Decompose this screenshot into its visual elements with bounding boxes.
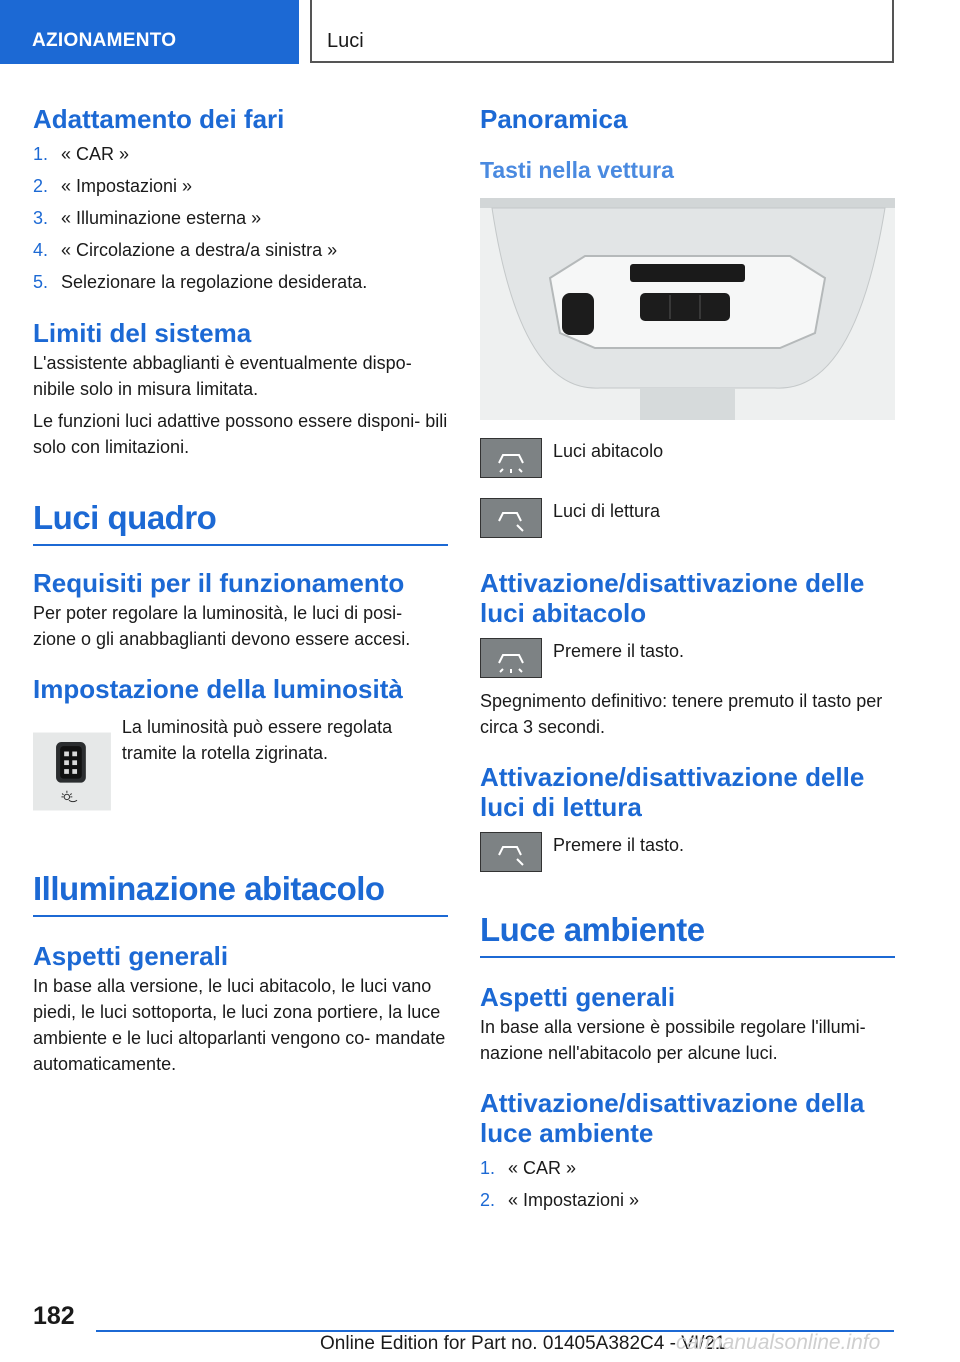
overhead-console-photo [480, 198, 895, 420]
legend-interior-label: Luci abitacolo [553, 441, 664, 461]
attiv-ambiente-heading: Attivazione/disattivazione della luce ambiente [480, 1088, 865, 1148]
limiti-p1: L'assistente abbaglianti è eventualmente dispo- nibile solo in misura limitata. [33, 353, 412, 399]
legend-interior [480, 438, 895, 478]
list-item: 2. « Impostazioni » [480, 1190, 640, 1210]
aspetti-text-right: In base alla versione è possibile regolare l'illumi- nazione nell'abitacolo per alcune luci. [480, 1017, 866, 1063]
chapter-box [310, 0, 894, 63]
illuminazione-heading: Illuminazione abitacolo [33, 869, 448, 917]
aspetti-heading-right: Aspetti generali [480, 982, 676, 1012]
attiv-abitacolo-heading: Attivazione/disattivazione delle luci abitacolo [480, 568, 865, 628]
list-item: 5. Selezionare la regolazione desiderata. [33, 272, 368, 292]
legend-reading-label: Luci di lettura [553, 501, 661, 521]
edition-text: Online Edition for Part no. 01405A382C4 - VI/21 [320, 1333, 726, 1354]
list-item: 1. « CAR » [33, 144, 130, 164]
requisiti-text: Per poter regolare la luminosità, le luci di posi- zione o gli anabbaglianti devono essere accesi. [33, 603, 411, 649]
attiv-lettura-heading: Attivazione/disattivazione delle luci di lettura [480, 762, 865, 822]
section-tab [0, 0, 299, 64]
dimmer-row [33, 714, 448, 829]
impostazione-heading: Impostazione della luminosità [33, 674, 403, 704]
left-column [33, 98, 448, 1077]
interior-light-icon [480, 638, 542, 678]
dimmer-wheel-photo [33, 714, 111, 829]
list-item: 4. « Circolazione a destra/a sinistra » [33, 240, 338, 260]
panoramica-heading: Panoramica [480, 104, 628, 134]
reading-light-icon [480, 832, 542, 872]
attiv-abitacolo-note: Spegnimento definitivo: tenere premuto il tasto per circa 3 secondi. [480, 691, 883, 737]
list-item: 1. « CAR » [480, 1158, 577, 1178]
list-item: 2. « Impostazioni » [33, 176, 193, 196]
limiti-heading: Limiti del sistema [33, 318, 252, 348]
attiv-lettura-step: Premere il tasto. [553, 835, 685, 855]
requisiti-heading: Requisiti per il funzionamento [33, 568, 405, 598]
right-column [480, 98, 895, 1216]
attiv-abitacolo-step: Premere il tasto. [553, 641, 685, 661]
limiti-p2: Le funzioni luci adattive possono essere disponi- bili solo con limitazioni. [33, 411, 448, 457]
aspetti-text-left: In base alla versione, le luci abitacolo, le luci vano piedi, le luci sottoporta, le luci zona portiere, la luce ambiente e le luci altoparlanti vengono co- mandate automaticamente. [33, 976, 446, 1074]
reading-light-icon [480, 498, 542, 538]
chapter-title: Luci [327, 30, 364, 52]
page-number: 182 [33, 1302, 75, 1330]
luce-ambiente-heading: Luce ambiente [480, 910, 895, 958]
adattamento-heading: Adattamento dei fari [33, 104, 285, 134]
tasti-subheading: Tasti nella vettura [480, 157, 674, 183]
adattamento-steps [33, 138, 448, 298]
section-title: AZIONAMENTO [32, 30, 177, 51]
attiv-lettura-row [480, 832, 895, 872]
aspetti-heading-left: Aspetti generali [33, 941, 229, 971]
interior-light-icon [480, 438, 542, 478]
list-item: 3. « Illuminazione esterna » [33, 208, 262, 228]
legend-reading [480, 498, 895, 538]
attiv-abitacolo-row [480, 638, 895, 678]
impostazione-text: La luminosità può essere regolata tramite la rotella zigrinata. [121, 717, 393, 763]
luci-quadro-heading: Luci quadro [33, 498, 448, 546]
watermark: carmanualsonline.info [676, 1331, 881, 1354]
ambiente-steps [480, 1152, 895, 1216]
